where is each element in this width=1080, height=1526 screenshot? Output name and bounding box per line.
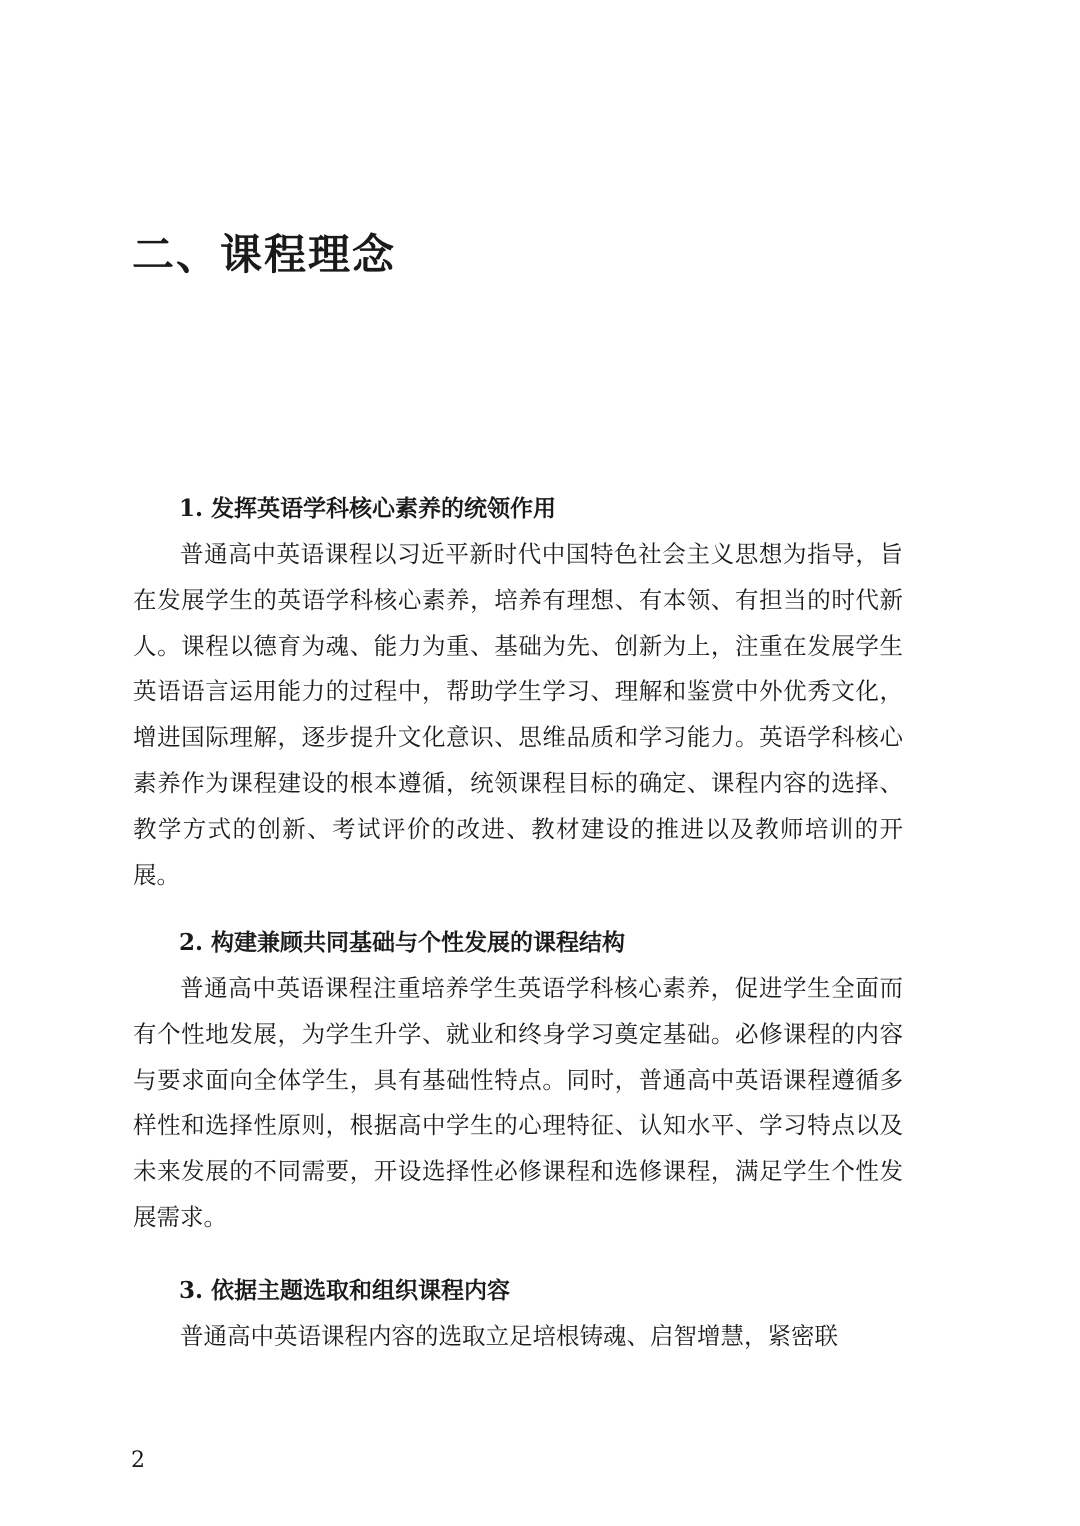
- section-heading: 1. 发挥英语学科核心素养的统领作用: [179, 495, 557, 522]
- chapter-title: 二、课程理念: [132, 230, 397, 279]
- section-paragraph: 普通高中英语课程注重培养学生英语学科核心素养，促进学生全面而有个性地发展，为学生升学、就业和终身学习奠定基础。必修课程的内容与要求面向全体学生，具有基础性特点。同时，普通高中英语课程遵循多样性和选择性原则，根据高中学生的心理特征、认知水平、学习特点以及未来发展的不同需要，开设选择性必修课程和选修课程，满足学生个性发展需求。: [133, 974, 903, 1231]
- section-3: [133, 1268, 903, 1360]
- section-2: [133, 920, 903, 1241]
- section-paragraph: 普通高中英语课程以习近平新时代中国特色社会主义思想为指导，旨在发展学生的英语学科核心素养，培养有理想、有本领、有担当的时代新人。课程以德育为魂、能力为重、基础为先、创新为上，注重在发展学生英语语言运用能力的过程中，帮助学生学习、理解和鉴赏中外优秀文化，增进国际理解，逐步提升文化意识、思维品质和学习能力。英语学科核心素养作为课程建设的根本遵循，统领课程目标的确定、课程内容的选择、教学方式的创新、考试评价的改进、教材建设的推进以及教师培训的开展。: [133, 540, 903, 889]
- section-paragraph: 普通高中英语课程内容的选取立足培根铸魂、启智增慧，紧密联: [180, 1322, 838, 1350]
- page-number: 2: [131, 1448, 145, 1473]
- section-heading: 2. 构建兼顾共同基础与个性发展的课程结构: [179, 929, 626, 956]
- section-1: [133, 486, 903, 898]
- section-heading: 3. 依据主题选取和组织课程内容: [179, 1277, 511, 1304]
